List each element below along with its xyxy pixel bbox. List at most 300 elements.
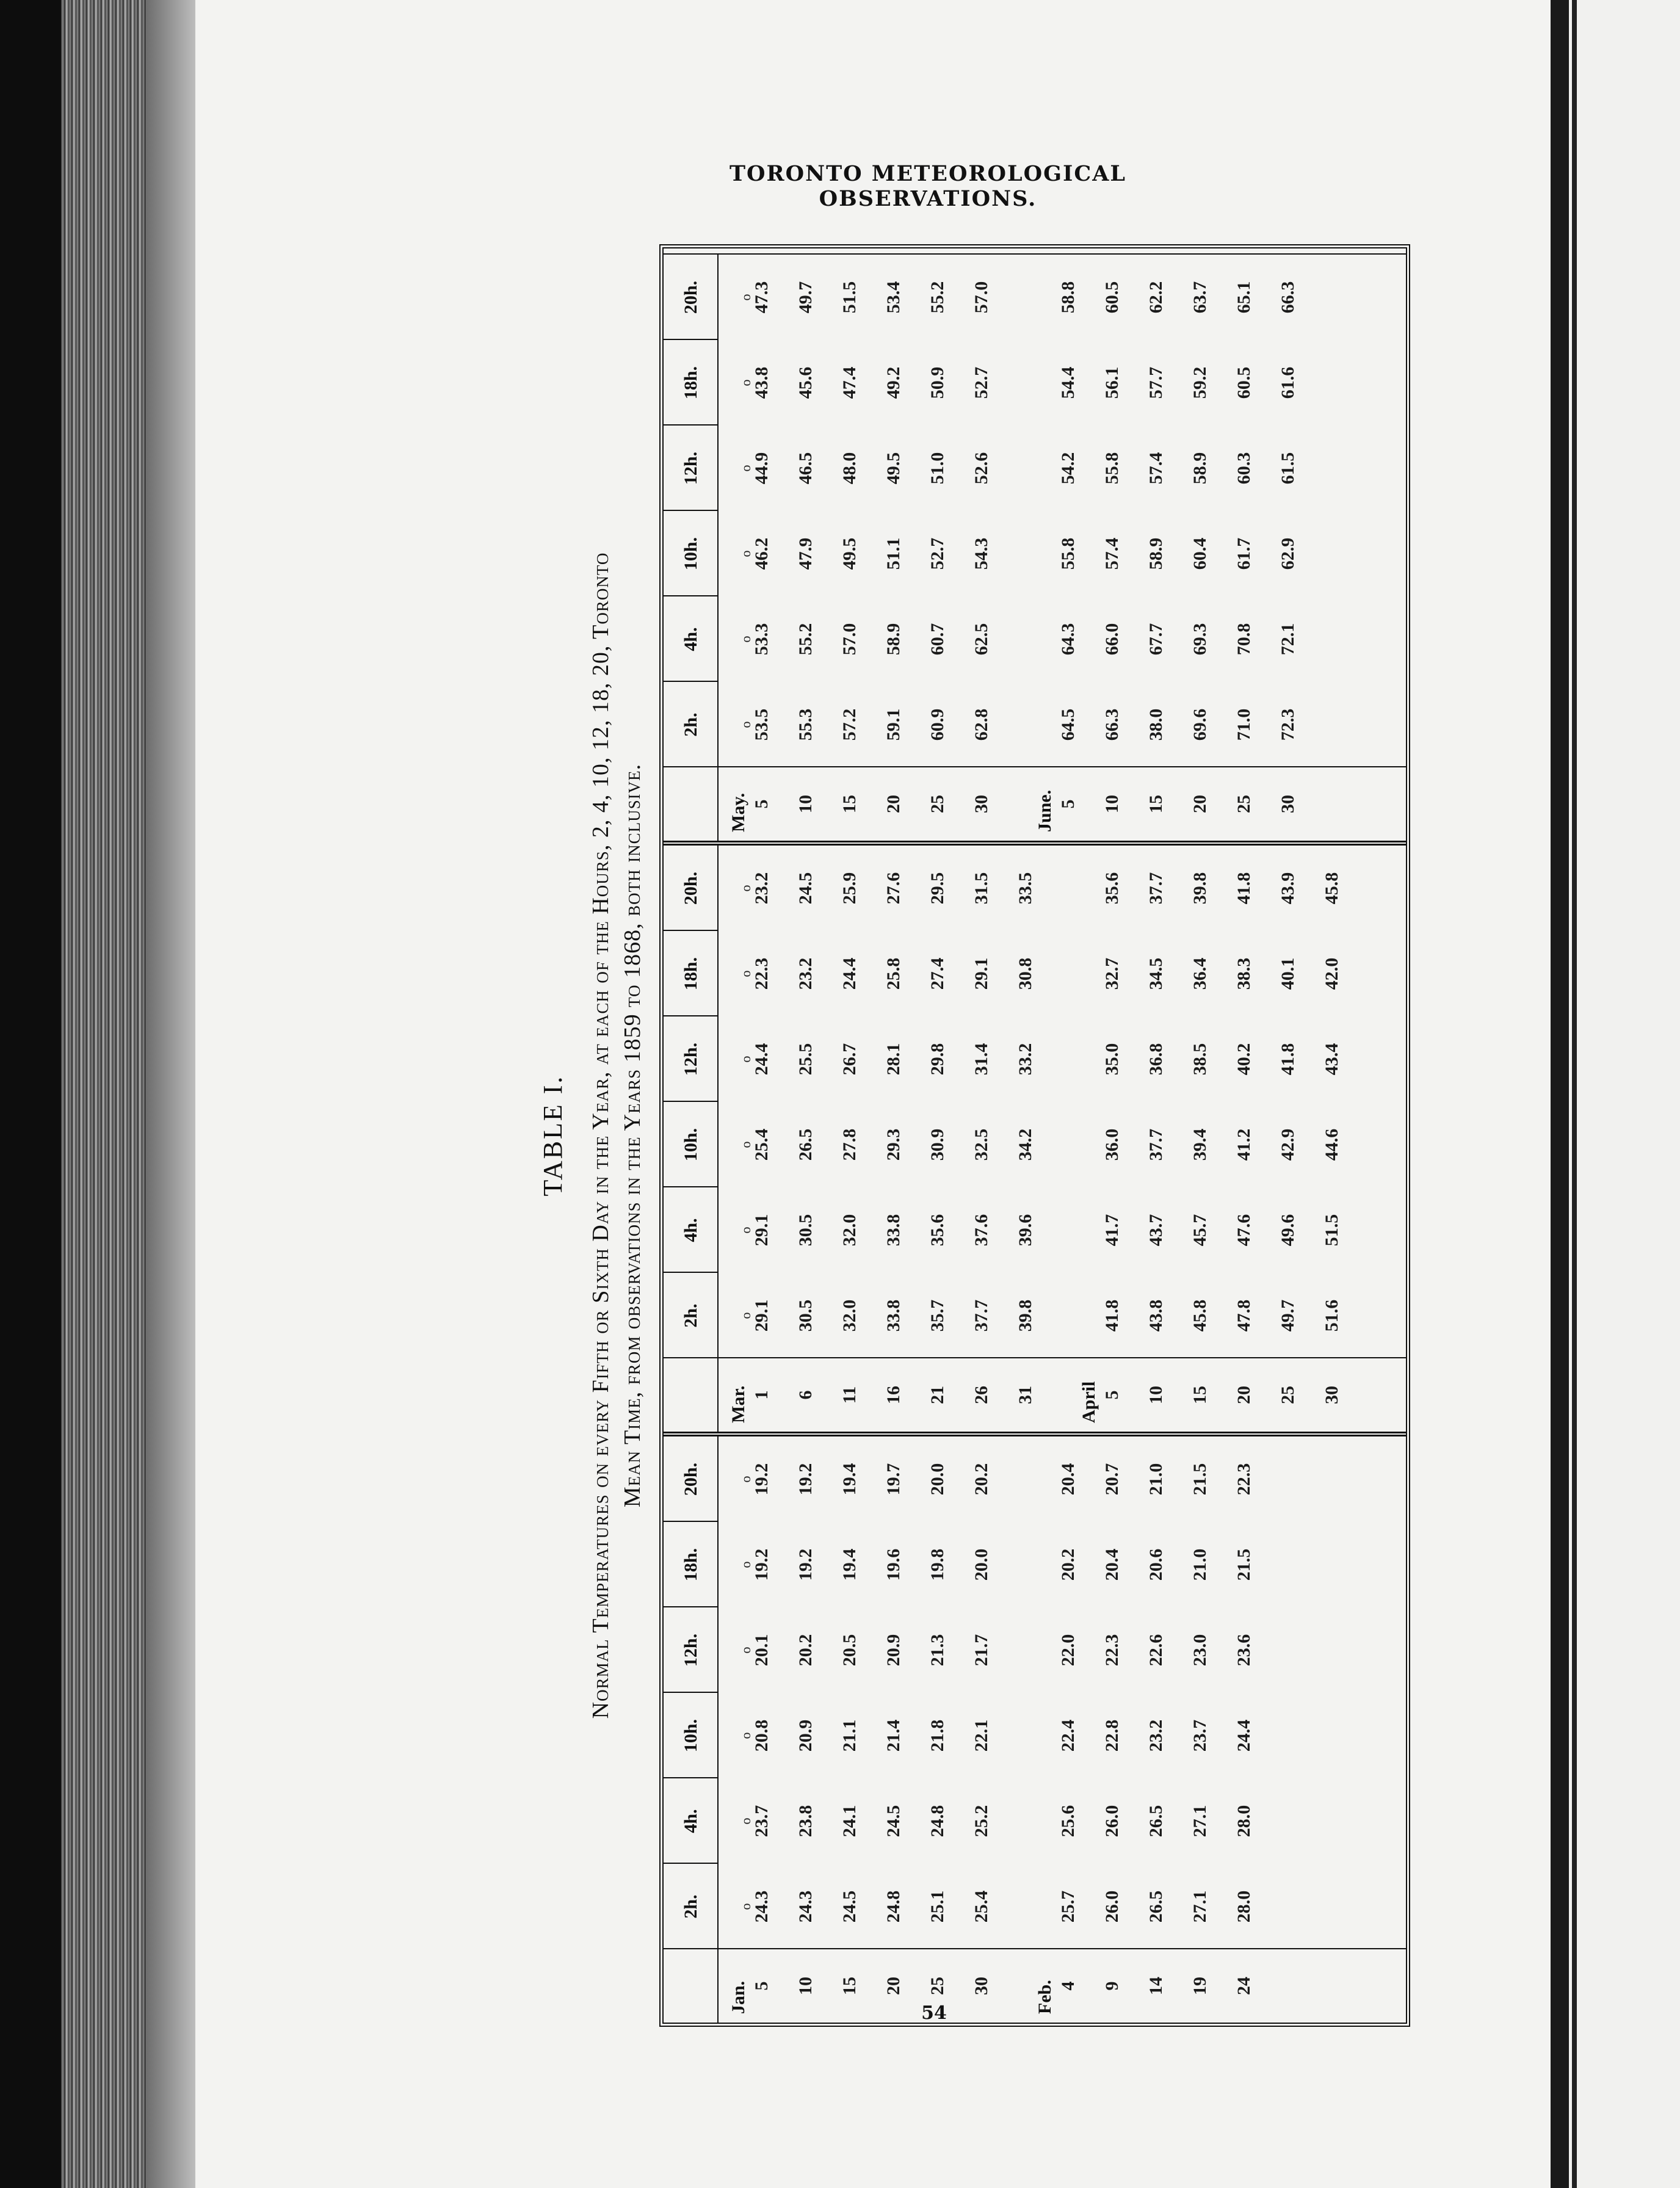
hour-header: 12h. xyxy=(681,1633,701,1667)
temperature-value: 49.7 xyxy=(795,281,816,314)
temperature-value: 19.2 xyxy=(795,1463,816,1496)
hour-header: 20h. xyxy=(681,871,701,905)
table-caption-line-2: Mean Time, from observations in the Years 1859 to 1868, both inclusive. xyxy=(620,763,645,1508)
temperature-value: 23.8 xyxy=(795,1805,816,1838)
degree-mark: o xyxy=(738,721,753,728)
temperature-value: 32.7 xyxy=(1102,957,1122,990)
column-rule xyxy=(664,1015,717,1016)
day-number: 5 xyxy=(1058,799,1078,809)
temperature-value: 30.5 xyxy=(795,1299,816,1332)
day-number: 10 xyxy=(795,795,816,813)
temperature-value: 24.4 xyxy=(1234,1719,1254,1752)
hour-header: 10h. xyxy=(681,1719,701,1753)
temperature-value: 58.9 xyxy=(1146,537,1166,570)
table-panel xyxy=(664,846,1406,1432)
temperature-value: 49.2 xyxy=(883,366,903,399)
temperature-value: 64.5 xyxy=(1058,708,1078,741)
temperature-value: 51.1 xyxy=(883,537,903,570)
temperature-value: 19.8 xyxy=(927,1548,947,1581)
temperature-value: 19.2 xyxy=(751,1548,772,1581)
temperature-value: 51.5 xyxy=(1322,1214,1342,1247)
temperature-value: 33.5 xyxy=(1015,872,1035,905)
temperature-value: 25.6 xyxy=(1058,1805,1078,1838)
hour-header: 2h. xyxy=(681,1303,701,1328)
degree-mark: o xyxy=(738,1561,753,1568)
temperature-value: 52.7 xyxy=(971,366,991,399)
temperature-value: 72.3 xyxy=(1278,708,1298,741)
day-number: 26 xyxy=(971,1386,991,1404)
day-number: 30 xyxy=(971,1977,991,1995)
temperature-value: 20.5 xyxy=(839,1634,860,1667)
temperature-value: 25.2 xyxy=(971,1805,991,1838)
temperature-value: 54.4 xyxy=(1058,366,1078,399)
day-number: 15 xyxy=(839,1977,860,1995)
temperature-value: 33.8 xyxy=(883,1299,903,1332)
temperature-value: 26.5 xyxy=(795,1128,816,1161)
month-label: June. xyxy=(1035,789,1055,832)
temperature-value: 21.4 xyxy=(883,1719,903,1752)
column-rule xyxy=(664,930,717,931)
column-rule xyxy=(664,510,717,511)
temperature-value: 51.6 xyxy=(1322,1299,1342,1332)
temperature-value: 47.4 xyxy=(839,366,860,399)
temperature-value: 43.8 xyxy=(751,366,772,399)
hour-header: 12h. xyxy=(681,1042,701,1076)
temperature-value: 63.7 xyxy=(1190,281,1210,314)
temperature-value: 28.1 xyxy=(883,1043,903,1076)
hour-header: 4h. xyxy=(681,1218,701,1242)
degree-mark: o xyxy=(738,1056,753,1063)
temperature-value: 21.3 xyxy=(927,1634,947,1667)
temperature-value: 58.9 xyxy=(883,623,903,656)
temperature-value: 33.8 xyxy=(883,1214,903,1247)
temperature-value: 35.6 xyxy=(1102,872,1122,905)
temperature-value: 66.0 xyxy=(1102,623,1122,656)
temperature-value: 32.0 xyxy=(839,1299,860,1332)
temperature-value: 24.4 xyxy=(751,1043,772,1076)
temperature-value: 49.5 xyxy=(839,537,860,570)
hour-header: 12h. xyxy=(681,451,701,485)
degree-mark: o xyxy=(738,970,753,977)
temperature-value: 32.5 xyxy=(971,1128,991,1161)
temperature-value: 45.8 xyxy=(1322,872,1342,905)
temperature-value: 27.4 xyxy=(927,957,947,990)
temperature-value: 53.5 xyxy=(751,708,772,741)
temperature-value: 55.2 xyxy=(927,281,947,314)
temperature-value: 23.2 xyxy=(795,957,816,990)
temperature-value: 45.6 xyxy=(795,366,816,399)
temperature-value: 21.8 xyxy=(927,1719,947,1752)
temperature-value: 47.8 xyxy=(1234,1299,1254,1332)
hour-header: 10h. xyxy=(681,1128,701,1162)
temperature-value: 47.9 xyxy=(795,537,816,570)
temperature-value: 47.3 xyxy=(751,281,772,314)
temperature-value: 19.6 xyxy=(883,1548,903,1581)
temperature-value: 20.1 xyxy=(751,1634,772,1667)
day-number: 30 xyxy=(1322,1386,1342,1404)
temperature-value: 24.4 xyxy=(839,957,860,990)
temperature-value: 20.7 xyxy=(1102,1463,1122,1496)
temperature-value: 25.5 xyxy=(795,1043,816,1076)
temperature-value: 57.4 xyxy=(1102,537,1122,570)
temperature-value: 25.8 xyxy=(883,957,903,990)
day-number: 6 xyxy=(795,1390,816,1400)
column-rule xyxy=(664,1272,717,1273)
temperature-value: 37.7 xyxy=(971,1299,991,1332)
temperature-value: 22.0 xyxy=(1058,1634,1078,1667)
degree-mark: o xyxy=(738,294,753,301)
degree-mark: o xyxy=(738,1732,753,1739)
temperature-value: 41.7 xyxy=(1102,1214,1122,1247)
temperature-value: 36.8 xyxy=(1146,1043,1166,1076)
temperature-value: 69.6 xyxy=(1190,708,1210,741)
temperature-value: 29.1 xyxy=(971,957,991,990)
temperature-value: 22.3 xyxy=(751,957,772,990)
temperature-table xyxy=(659,244,1410,2027)
temperature-value: 39.8 xyxy=(1015,1299,1035,1332)
temperature-value: 46.2 xyxy=(751,537,772,570)
temperature-value: 26.0 xyxy=(1102,1805,1122,1838)
hour-header: 18h. xyxy=(681,957,701,991)
next-page-edge-line xyxy=(1572,0,1577,2188)
temperature-value: 24.5 xyxy=(883,1805,903,1838)
temperature-value: 38.5 xyxy=(1190,1043,1210,1076)
running-head: TORONTO METEOROLOGICAL OBSERVATIONS. xyxy=(729,161,1126,211)
temperature-value: 44.6 xyxy=(1322,1128,1342,1161)
temperature-value: 60.3 xyxy=(1234,452,1254,485)
day-number: 20 xyxy=(1234,1386,1254,1404)
temperature-value: 35.0 xyxy=(1102,1043,1122,1076)
temperature-value: 51.0 xyxy=(927,452,947,485)
temperature-value: 20.2 xyxy=(795,1634,816,1667)
column-rule xyxy=(664,1521,717,1522)
temperature-value: 35.6 xyxy=(927,1214,947,1247)
temperature-value: 43.4 xyxy=(1322,1043,1342,1076)
temperature-value: 24.1 xyxy=(839,1805,860,1838)
temperature-value: 39.8 xyxy=(1190,872,1210,905)
temperature-value: 25.1 xyxy=(927,1890,947,1923)
temperature-value: 30.5 xyxy=(795,1214,816,1247)
degree-mark: o xyxy=(738,1312,753,1319)
temperature-value: 60.5 xyxy=(1102,281,1122,314)
day-number: 24 xyxy=(1234,1977,1254,1995)
temperature-value: 42.9 xyxy=(1278,1128,1298,1161)
temperature-value: 55.2 xyxy=(795,623,816,656)
temperature-value: 61.7 xyxy=(1234,537,1254,570)
column-rule xyxy=(664,1863,717,1864)
temperature-value: 30.9 xyxy=(927,1128,947,1161)
temperature-value: 24.8 xyxy=(927,1805,947,1838)
day-number: 30 xyxy=(1278,795,1298,813)
temperature-value: 65.1 xyxy=(1234,281,1254,314)
day-number: 20 xyxy=(883,795,903,813)
column-rule xyxy=(664,1186,717,1187)
temperature-value: 43.9 xyxy=(1278,872,1298,905)
temperature-value: 62.5 xyxy=(971,623,991,656)
temperature-value: 71.0 xyxy=(1234,708,1254,741)
temperature-value: 34.2 xyxy=(1015,1128,1035,1161)
temperature-value: 60.9 xyxy=(927,708,947,741)
day-number: 15 xyxy=(839,795,860,813)
temperature-value: 61.6 xyxy=(1278,366,1298,399)
temperature-value: 22.3 xyxy=(1234,1463,1254,1496)
header-rule xyxy=(717,1436,719,2023)
temperature-value: 21.0 xyxy=(1190,1548,1210,1581)
temperature-value: 61.5 xyxy=(1278,452,1298,485)
table-panel xyxy=(664,1436,1406,2023)
table-title: TABLE I. xyxy=(538,1074,568,1197)
temperature-value: 25.4 xyxy=(971,1890,991,1923)
day-number: 16 xyxy=(883,1386,903,1404)
degree-mark: o xyxy=(738,885,753,892)
temperature-value: 29.1 xyxy=(751,1299,772,1332)
column-rule xyxy=(664,424,717,426)
temperature-value: 23.7 xyxy=(751,1805,772,1838)
month-label: May. xyxy=(728,792,748,832)
temperature-value: 29.5 xyxy=(927,872,947,905)
temperature-value: 57.4 xyxy=(1146,452,1166,485)
temperature-value: 36.0 xyxy=(1102,1128,1122,1161)
temperature-value: 62.9 xyxy=(1278,537,1298,570)
rotated-table-block xyxy=(537,238,1428,2033)
temperature-value: 20.9 xyxy=(795,1719,816,1752)
day-number: 19 xyxy=(1190,1977,1210,1995)
panel-separator-double-rule xyxy=(664,1432,1406,1436)
temperature-value: 59.2 xyxy=(1190,366,1210,399)
hour-header: 18h. xyxy=(681,1548,701,1582)
temperature-value: 21.0 xyxy=(1146,1463,1166,1496)
temperature-value: 50.9 xyxy=(927,366,947,399)
day-number: 10 xyxy=(795,1977,816,1995)
temperature-value: 36.4 xyxy=(1190,957,1210,990)
day-number: 1 xyxy=(751,1390,772,1400)
degree-mark: o xyxy=(738,1476,753,1483)
temperature-value: 52.7 xyxy=(927,537,947,570)
temperature-value: 20.4 xyxy=(1102,1548,1122,1581)
hour-header: 2h. xyxy=(681,1894,701,1919)
temperature-value: 37.7 xyxy=(1146,1128,1166,1161)
day-number: 25 xyxy=(927,795,947,813)
temperature-value: 27.1 xyxy=(1190,1890,1210,1923)
temperature-value: 20.0 xyxy=(971,1548,991,1581)
hour-header: 20h. xyxy=(681,280,701,314)
month-label: Jan. xyxy=(728,1980,748,2014)
temperature-value: 19.2 xyxy=(795,1548,816,1581)
temperature-value: 57.0 xyxy=(839,623,860,656)
temperature-value: 62.8 xyxy=(971,708,991,741)
temperature-value: 49.5 xyxy=(883,452,903,485)
temperature-value: 54.2 xyxy=(1058,452,1078,485)
temperature-value: 47.6 xyxy=(1234,1214,1254,1247)
temperature-value: 22.1 xyxy=(971,1719,991,1752)
temperature-value: 41.2 xyxy=(1234,1128,1254,1161)
temperature-value: 41.8 xyxy=(1102,1299,1122,1332)
table-panel xyxy=(664,255,1406,841)
temperature-value: 49.7 xyxy=(1278,1299,1298,1332)
temperature-value: 40.1 xyxy=(1278,957,1298,990)
temperature-value: 21.7 xyxy=(971,1634,991,1667)
temperature-value: 41.8 xyxy=(1234,872,1254,905)
temperature-value: 57.2 xyxy=(839,708,860,741)
temperature-value: 51.5 xyxy=(839,281,860,314)
day-number: 25 xyxy=(1234,795,1254,813)
day-number: 31 xyxy=(1015,1386,1035,1404)
day-number: 20 xyxy=(883,1977,903,1995)
temperature-value: 32.0 xyxy=(839,1214,860,1247)
temperature-value: 66.3 xyxy=(1278,281,1298,314)
day-number: 11 xyxy=(839,1386,860,1404)
temperature-value: 29.8 xyxy=(927,1043,947,1076)
temperature-value: 39.6 xyxy=(1015,1214,1035,1247)
hour-header: 10h. xyxy=(681,537,701,571)
degree-mark: o xyxy=(738,465,753,472)
degree-mark: o xyxy=(738,1141,753,1148)
month-label: April xyxy=(1079,1381,1099,1423)
temperature-value: 20.8 xyxy=(751,1719,772,1752)
temperature-value: 21.1 xyxy=(839,1719,860,1752)
temperature-value: 54.3 xyxy=(971,537,991,570)
temperature-value: 60.4 xyxy=(1190,537,1210,570)
temperature-value: 43.7 xyxy=(1146,1214,1166,1247)
temperature-value: 27.1 xyxy=(1190,1805,1210,1838)
temperature-value: 24.5 xyxy=(839,1890,860,1923)
temperature-value: 29.1 xyxy=(751,1214,772,1247)
temperature-value: 25.7 xyxy=(1058,1890,1078,1923)
header-rule xyxy=(717,846,719,1432)
temperature-value: 22.3 xyxy=(1102,1634,1122,1667)
temperature-value: 70.8 xyxy=(1234,623,1254,656)
temperature-value: 25.4 xyxy=(751,1128,772,1161)
temperature-value: 55.8 xyxy=(1058,537,1078,570)
temperature-value: 44.9 xyxy=(751,452,772,485)
temperature-value: 22.8 xyxy=(1102,1719,1122,1752)
column-rule xyxy=(664,1948,1406,1949)
temperature-value: 20.9 xyxy=(883,1634,903,1667)
temperature-value: 49.6 xyxy=(1278,1214,1298,1247)
temperature-value: 67.7 xyxy=(1146,623,1166,656)
temperature-value: 35.7 xyxy=(927,1299,947,1332)
temperature-value: 19.7 xyxy=(883,1463,903,1496)
day-number: 30 xyxy=(971,795,991,813)
temperature-value: 20.2 xyxy=(1058,1548,1078,1581)
panel-separator-double-rule xyxy=(664,841,1406,846)
day-number: 9 xyxy=(1102,1981,1122,1991)
day-number: 15 xyxy=(1190,1386,1210,1404)
temperature-value: 23.6 xyxy=(1234,1634,1254,1667)
temperature-value: 64.3 xyxy=(1058,623,1078,656)
temperature-value: 72.1 xyxy=(1278,623,1298,656)
temperature-value: 69.3 xyxy=(1190,623,1210,656)
hour-header: 18h. xyxy=(681,366,701,400)
degree-mark: o xyxy=(738,1817,753,1825)
column-rule xyxy=(664,1101,717,1102)
temperature-value: 43.8 xyxy=(1146,1299,1166,1332)
degree-mark: o xyxy=(738,1646,753,1654)
hour-header: 4h. xyxy=(681,627,701,651)
temperature-value: 24.3 xyxy=(795,1890,816,1923)
temperature-value: 38.0 xyxy=(1146,708,1166,741)
day-number: 15 xyxy=(1146,795,1166,813)
temperature-value: 37.6 xyxy=(971,1214,991,1247)
column-rule xyxy=(664,1692,717,1693)
day-number: 21 xyxy=(927,1386,947,1404)
day-number: 5 xyxy=(751,1981,772,1991)
temperature-value: 39.4 xyxy=(1190,1128,1210,1161)
temperature-value: 60.5 xyxy=(1234,366,1254,399)
temperature-value: 24.3 xyxy=(751,1890,772,1923)
temperature-value: 23.7 xyxy=(1190,1719,1210,1752)
temperature-value: 59.1 xyxy=(883,708,903,741)
temperature-value: 53.4 xyxy=(883,281,903,314)
temperature-value: 24.5 xyxy=(795,872,816,905)
column-rule xyxy=(664,1606,717,1607)
temperature-value: 26.5 xyxy=(1146,1805,1166,1838)
day-number: 25 xyxy=(1278,1386,1298,1404)
temperature-value: 58.9 xyxy=(1190,452,1210,485)
temperature-value: 66.3 xyxy=(1102,708,1122,741)
column-rule xyxy=(664,1777,717,1778)
day-number: 10 xyxy=(1146,1386,1166,1404)
page-fold-shadow xyxy=(1551,0,1569,2188)
temperature-value: 20.0 xyxy=(927,1463,947,1496)
temperature-value: 55.8 xyxy=(1102,452,1122,485)
table-caption-line-1: Normal Temperatures on every Fifth or Sixth Day in the Year, at each of the Hours, 2, 4, 10, 12, 18, 20, Toronto xyxy=(588,552,614,1719)
degree-mark: o xyxy=(738,550,753,557)
column-rule xyxy=(664,339,717,340)
temperature-value: 22.4 xyxy=(1058,1719,1078,1752)
temperature-value: 23.2 xyxy=(751,872,772,905)
temperature-value: 24.8 xyxy=(883,1890,903,1923)
temperature-value: 27.6 xyxy=(883,872,903,905)
day-number: 5 xyxy=(1102,1390,1122,1400)
temperature-value: 56.1 xyxy=(1102,366,1122,399)
degree-mark: o xyxy=(738,1226,753,1234)
day-number: 4 xyxy=(1058,1981,1078,1991)
book-page-edges xyxy=(61,0,147,2188)
header-rule xyxy=(717,255,719,841)
temperature-value: 31.4 xyxy=(971,1043,991,1076)
degree-mark: o xyxy=(738,636,753,643)
temperature-value: 26.7 xyxy=(839,1043,860,1076)
temperature-value: 19.2 xyxy=(751,1463,772,1496)
temperature-value: 45.8 xyxy=(1190,1299,1210,1332)
temperature-value: 28.0 xyxy=(1234,1805,1254,1838)
temperature-value: 26.0 xyxy=(1102,1890,1122,1923)
temperature-value: 27.8 xyxy=(839,1128,860,1161)
day-number: 10 xyxy=(1102,795,1122,813)
day-number: 25 xyxy=(927,1977,947,1995)
temperature-value: 55.3 xyxy=(795,708,816,741)
temperature-value: 37.7 xyxy=(1146,872,1166,905)
temperature-value: 21.5 xyxy=(1190,1463,1210,1496)
temperature-value: 20.6 xyxy=(1146,1548,1166,1581)
temperature-value: 22.6 xyxy=(1146,1634,1166,1667)
temperature-value: 20.2 xyxy=(971,1463,991,1496)
temperature-value: 57.7 xyxy=(1146,366,1166,399)
temperature-value: 28.0 xyxy=(1234,1890,1254,1923)
temperature-value: 29.3 xyxy=(883,1128,903,1161)
column-rule xyxy=(664,681,717,682)
day-number: 20 xyxy=(1190,795,1210,813)
temperature-value: 34.5 xyxy=(1146,957,1166,990)
temperature-value: 46.5 xyxy=(795,452,816,485)
temperature-value: 58.8 xyxy=(1058,281,1078,314)
day-number: 14 xyxy=(1146,1977,1166,1995)
degree-mark: o xyxy=(738,379,753,386)
temperature-value: 26.5 xyxy=(1146,1890,1166,1923)
temperature-value: 23.2 xyxy=(1146,1719,1166,1752)
temperature-value: 52.6 xyxy=(971,452,991,485)
